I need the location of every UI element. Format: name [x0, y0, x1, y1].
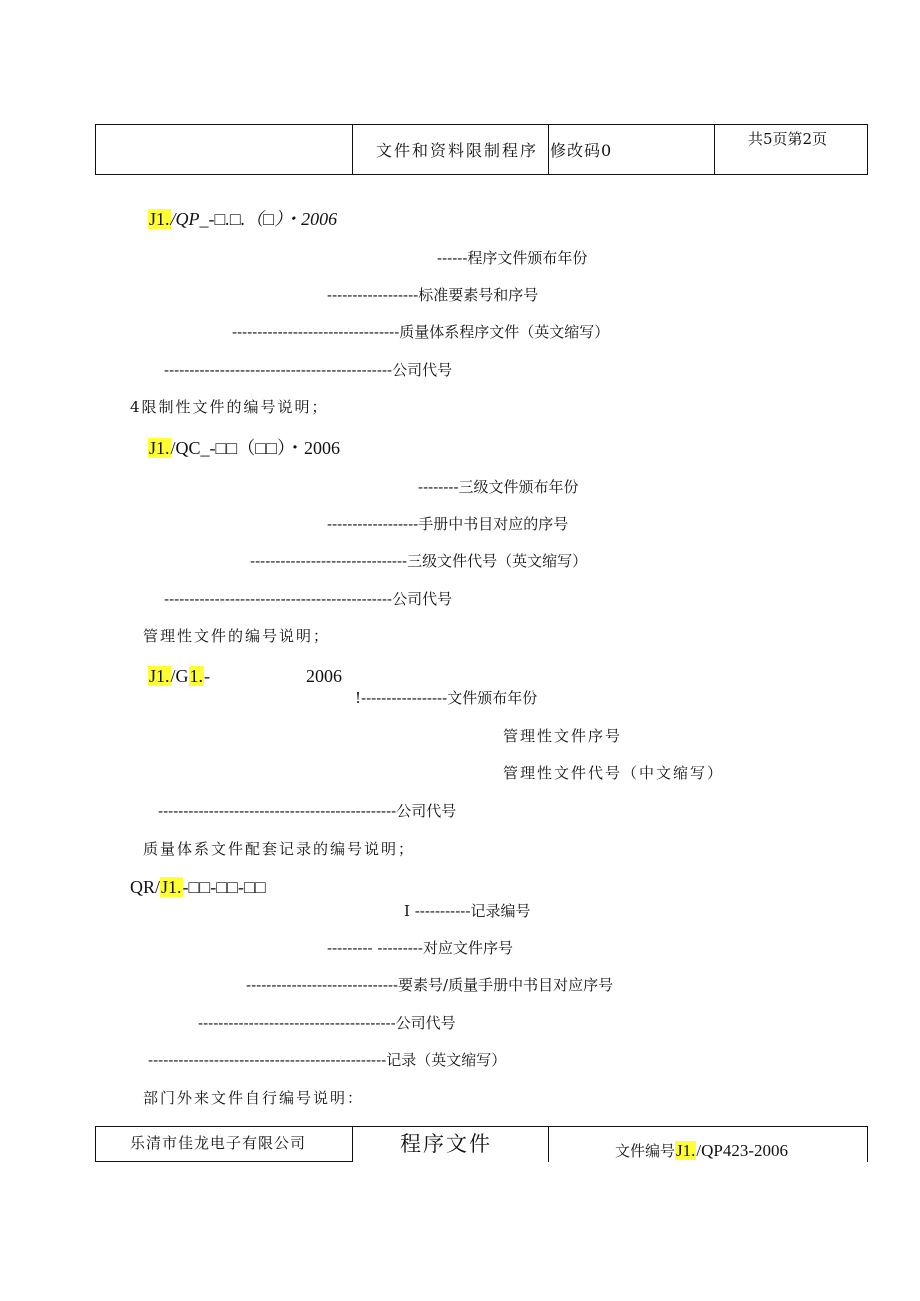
- qc-code-suffix: /QC_-□□（□□）・2006: [170, 438, 341, 458]
- qc-line-code: -------------------------------三级文件代号（英文缩写）: [250, 552, 588, 570]
- qr-line-company: ---------------------------------------公司代号: [198, 1014, 456, 1032]
- qp-line-company: ---------------------------------------------公司代号: [164, 361, 453, 379]
- g-line-company: -----------------------------------------------公司代号: [158, 802, 457, 820]
- qp-line-year: ------程序文件颁布年份: [437, 249, 588, 267]
- footer-number: [615, 1142, 788, 1159]
- footer-company: 乐清市佳龙电子有限公司: [130, 1134, 307, 1152]
- header-divider-1: [352, 124, 353, 175]
- qr-line-doc-seq: --------- ---------对应文件序号: [327, 939, 513, 957]
- qc-code-prefix: J1.: [149, 438, 170, 458]
- g-line-sequence: 管理性文件序号: [503, 727, 623, 745]
- qp-code-prefix: J1.: [149, 209, 170, 229]
- qp-code: [148, 210, 337, 228]
- g-code-mid: /G: [170, 666, 189, 686]
- qr-line-english: -----------------------------------------------记录（英文缩写）: [148, 1051, 507, 1069]
- dept-heading: 部门外来文件自行编号说明：: [143, 1089, 365, 1107]
- header-divider-3: [714, 124, 715, 175]
- qr-line-record: I -----------记录编号: [404, 902, 531, 920]
- qr-code-suffix: -□□-□□-□□: [182, 877, 266, 897]
- g-code-year: 2006: [306, 666, 342, 686]
- revision-code: 修改码0: [550, 141, 613, 160]
- qp-line-element: ------------------标准要素号和序号: [327, 286, 539, 304]
- g-line-code: 管理性文件代号（中文缩写）: [503, 764, 725, 782]
- g-line-year: !-----------------文件颁布年份: [355, 689, 538, 707]
- qc-line-company: ---------------------------------------------公司代号: [164, 590, 453, 608]
- g-code-prefix2: 1.: [189, 666, 204, 686]
- document-title: 文件和资料限制程序: [376, 141, 539, 160]
- qr-code-start: QR/: [130, 877, 161, 897]
- footer-divider-1: [352, 1126, 353, 1162]
- footer-number-prefix: J1.: [676, 1141, 696, 1160]
- g-heading: 管理性文件的编号说明；: [143, 627, 331, 645]
- g-code-prefix: J1.: [149, 666, 170, 686]
- qc-heading: 4限制性文件的编号说明；: [130, 398, 329, 416]
- footer-number-label: 文件编号: [615, 1142, 676, 1160]
- qr-line-element: ------------------------------要素号/质量手册中书目对应序号: [246, 976, 614, 994]
- footer-company-bottom-border: [95, 1161, 353, 1162]
- qr-code-prefix: J1.: [161, 877, 182, 897]
- qp-code-suffix: /QP_-□.□.（□）・2006: [170, 209, 338, 229]
- g-code-dash: -: [204, 666, 211, 686]
- header-divider-2: [548, 124, 549, 175]
- footer-number-suffix: /QP423-2006: [696, 1141, 789, 1160]
- qp-line-procedure: ---------------------------------质量体系程序文件（英文缩写）: [232, 323, 610, 341]
- g-code: [148, 667, 210, 685]
- qc-line-sequence: ------------------手册中书目对应的序号: [327, 515, 569, 533]
- qr-heading: 质量体系文件配套记录的编号说明；: [143, 840, 416, 858]
- qr-code: [130, 878, 266, 896]
- footer-divider-2: [548, 1126, 549, 1162]
- qc-line-year: --------三级文件颁布年份: [418, 478, 579, 496]
- page-count: 共5页第2页: [748, 130, 828, 148]
- footer-doc-type: 程序文件: [400, 1132, 492, 1156]
- qc-code: [148, 439, 340, 457]
